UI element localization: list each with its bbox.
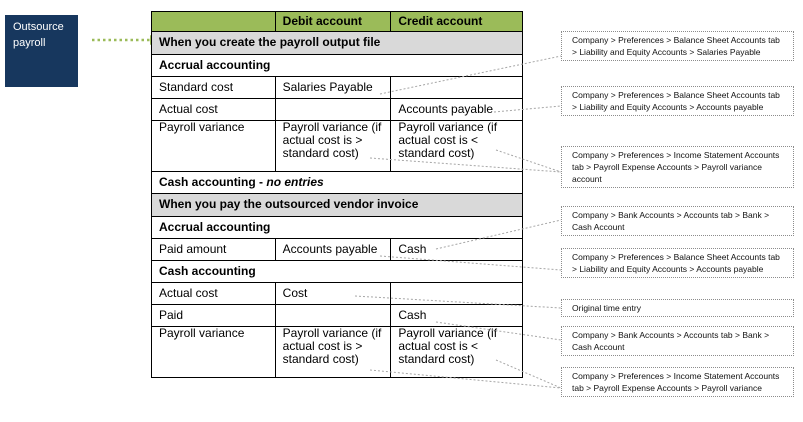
outsource-payroll-label: Outsource payroll — [13, 21, 64, 49]
row-label: Payroll variance — [152, 327, 276, 378]
credit-cell: Payroll variance (if actual cost is < standard cost) — [391, 121, 523, 172]
connector-line — [380, 56, 561, 94]
debit-cell: Accounts payable — [275, 239, 391, 261]
row-label: Paid — [152, 305, 276, 327]
note-accounts-payable-2: Company > Preferences > Balance Sheet Accounts tab > Liability and Equity Accounts > Accounts payable — [561, 248, 794, 278]
credit-cell: Payroll variance (if actual cost is < standard cost) — [391, 327, 523, 378]
row-label: Paid amount — [152, 239, 276, 261]
connector-line — [496, 360, 561, 388]
debit-cell: Payroll variance (if actual cost is > standard cost) — [275, 121, 391, 172]
debit-cell: Payroll variance (if actual cost is > standard cost) — [275, 327, 391, 378]
credit-cell: Accounts payable — [391, 99, 523, 121]
note-accounts-payable: Company > Preferences > Balance Sheet Accounts tab > Liability and Equity Accounts > Accounts payable — [561, 86, 794, 116]
note-payroll-variance-account: Company > Preferences > Income Statement Accounts tab > Payroll Expense Accounts > Payroll variance account — [561, 146, 794, 188]
row-label: Actual cost — [152, 99, 276, 121]
connector-line — [436, 322, 561, 340]
subsection-label: Accrual accounting — [152, 217, 523, 239]
note-cash-account: Company > Bank Accounts > Accounts tab > Bank > Cash Account — [561, 206, 794, 236]
subsection-label: Cash accounting — [152, 261, 523, 283]
connector-line — [355, 296, 561, 308]
row-label: Actual cost — [152, 283, 276, 305]
connector-line — [380, 256, 561, 270]
credit-cell: Cash — [391, 239, 523, 261]
connector-line — [436, 220, 561, 249]
connector-line — [496, 150, 561, 172]
section-label: When you pay the outsourced vendor invoice — [152, 194, 523, 217]
note-cash-account-2: Company > Bank Accounts > Accounts tab > Bank > Cash Account — [561, 326, 794, 356]
subsection-label: Accrual accounting — [152, 55, 523, 77]
connector-line — [370, 158, 561, 172]
credit-cell: Cash — [391, 305, 523, 327]
note-salaries-payable: Company > Preferences > Balance Sheet Accounts tab > Liability and Equity Accounts > Salaries Payable — [561, 31, 794, 61]
no-entries-note: no entries — [266, 175, 324, 189]
section-label: When you create the payroll output file — [152, 32, 523, 55]
note-payroll-variance: Company > Preferences > Income Statement Accounts tab > Payroll Expense Accounts > Payroll variance — [561, 367, 794, 397]
debit-cell: Salaries Payable — [275, 77, 391, 99]
subsection-label: Cash accounting - — [159, 175, 264, 189]
connector-line — [494, 106, 561, 112]
debit-cell: Cost — [275, 283, 391, 305]
header-credit: Credit account — [391, 12, 523, 32]
connector-line — [370, 370, 561, 388]
row-label: Standard cost — [152, 77, 276, 99]
note-original-time-entry: Original time entry — [561, 299, 794, 317]
header-debit: Debit account — [275, 12, 391, 32]
row-label: Payroll variance — [152, 121, 276, 172]
